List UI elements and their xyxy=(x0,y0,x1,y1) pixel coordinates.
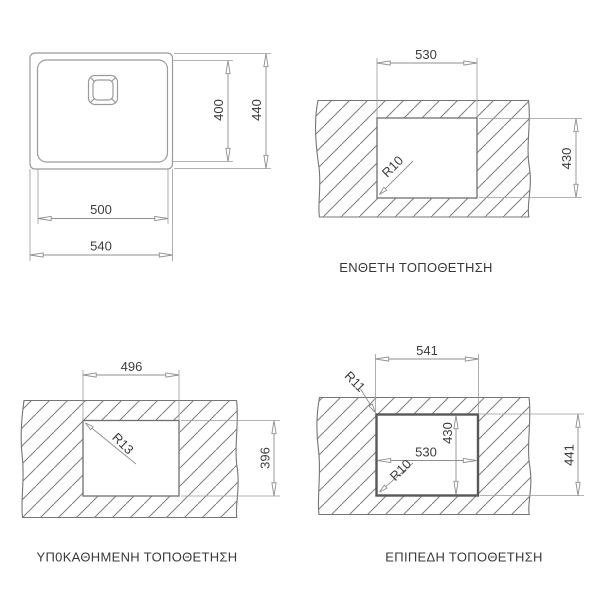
drain-inner xyxy=(93,80,113,100)
panel-undermount-mounting xyxy=(21,359,280,565)
radius-label-r10: R10 xyxy=(378,152,407,181)
dim-label-530: 530 xyxy=(415,47,437,62)
drain-corner-marks xyxy=(90,77,116,103)
dim-label-430: 430 xyxy=(440,422,455,444)
radius-label-r11: R11 xyxy=(341,368,369,395)
dim-label-496: 496 xyxy=(120,359,143,374)
dim-label-530: 530 xyxy=(415,444,437,460)
caption-flush-mounting: ΕΠΙΠΕΔΗ ΤΟΠΟΘΕΤΗΣΗ xyxy=(385,549,543,565)
dim-label-440: 440 xyxy=(249,99,264,121)
dimension-basin-depth xyxy=(173,61,234,162)
dim-label-400: 400 xyxy=(211,99,226,121)
dim-label-500: 500 xyxy=(90,202,112,217)
radius-label-r10: R10 xyxy=(386,456,415,484)
dim-label-396: 396 xyxy=(257,447,273,469)
dim-label-541: 541 xyxy=(416,343,438,358)
dim-label-540: 540 xyxy=(90,238,112,254)
dimension-basin-width xyxy=(38,169,168,224)
dim-label-441: 441 xyxy=(561,444,577,466)
radius-label-r13: R13 xyxy=(109,429,137,458)
sink-outer-outline xyxy=(30,53,173,169)
cutout-opening xyxy=(83,421,179,497)
panel-flush-mounting xyxy=(317,343,584,565)
panel-inset-mounting xyxy=(316,47,582,275)
caption-undermount-mounting: ΥΠ0ΚΑΘΗΜΕΝΗ ΤΟΠΟΘΕΤΗΣΗ xyxy=(36,549,238,565)
panel-sink-top-view xyxy=(30,53,271,261)
drain-square xyxy=(89,76,118,105)
dim-label-430: 430 xyxy=(559,147,574,170)
caption-inset-mounting: ΕΝΘΕΤΗ ΤΟΠΟΘΕΤΗΣΗ xyxy=(339,260,493,275)
